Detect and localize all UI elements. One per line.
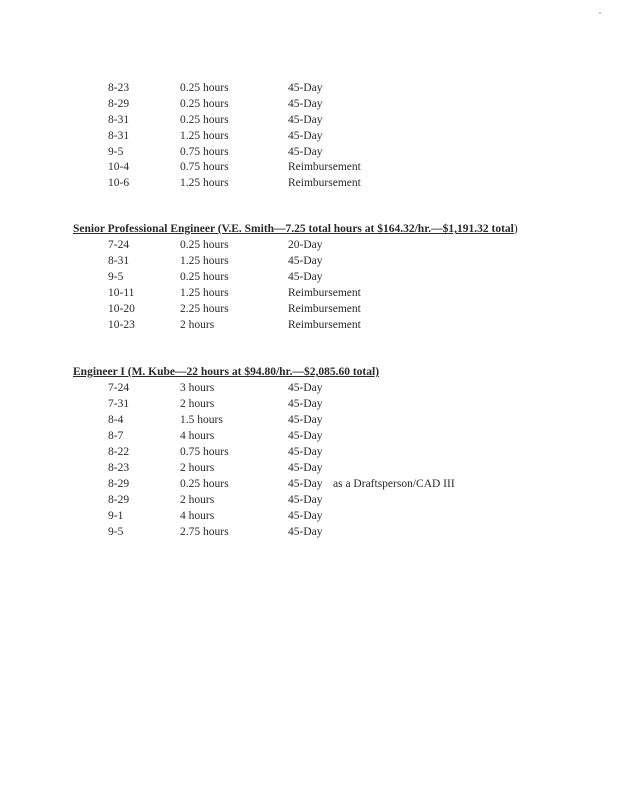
row-category: 45-Day: [288, 146, 323, 158]
row-category: 45-Day: [288, 510, 323, 522]
row-date: 7-24: [108, 239, 130, 251]
row-category: Reimbursement: [288, 319, 361, 331]
row-date: 8-4: [108, 414, 124, 426]
row-hours: 0.75 hours: [180, 146, 229, 158]
row-hours: 2 hours: [180, 494, 215, 506]
row-date: 8-23: [108, 462, 130, 474]
row-hours: 4 hours: [180, 510, 215, 522]
row-date: 8-29: [108, 478, 130, 490]
row-category: 45-Day: [288, 494, 323, 506]
row-category: Reimbursement: [288, 177, 361, 189]
row-category: 45-Day: [288, 82, 323, 94]
row-date: 8-23: [108, 82, 130, 94]
row-category: 20-Day: [288, 239, 323, 251]
row-category: 45-Day: [288, 430, 323, 442]
row-hours: 1.25 hours: [180, 177, 229, 189]
row-date: 7-24: [108, 382, 130, 394]
row-hours: 0.25 hours: [180, 271, 229, 283]
row-hours: 3 hours: [180, 382, 215, 394]
row-date: 9-5: [108, 526, 124, 538]
row-category: 45-Day: [288, 398, 323, 410]
row-category: 45-Day: [288, 271, 323, 283]
row-hours: 1.25 hours: [180, 130, 229, 142]
row-category: 45-Day: [288, 446, 323, 458]
row-date: 10-20: [108, 303, 135, 315]
row-note: as a Draftsperson/CAD III: [333, 478, 455, 490]
row-hours: 1.25 hours: [180, 255, 229, 267]
row-date: 8-7: [108, 430, 124, 442]
row-category: 45-Day: [288, 462, 323, 474]
row-date: 9-1: [108, 510, 124, 522]
section-c-heading-text: Engineer I (M. Kube—22 hours at $94.80/hr.—$2,085.60 total): [73, 366, 380, 378]
row-category: 45-Day: [288, 114, 323, 126]
row-hours: 0.75 hours: [180, 161, 229, 173]
row-hours: 0.25 hours: [180, 82, 229, 94]
row-category: Reimbursement: [288, 303, 361, 315]
row-date: 8-29: [108, 494, 130, 506]
row-category: 45-Day: [288, 478, 323, 490]
row-date: 9-5: [108, 146, 124, 158]
row-category: 45-Day: [288, 98, 323, 110]
row-date: 10-23: [108, 319, 135, 331]
row-date: 8-31: [108, 255, 130, 267]
row-hours: 0.25 hours: [180, 239, 229, 251]
row-date: 9-5: [108, 271, 124, 283]
row-hours: 0.75 hours: [180, 446, 229, 458]
row-hours: 2.75 hours: [180, 526, 229, 538]
row-date: 8-31: [108, 130, 130, 142]
row-hours: 2.25 hours: [180, 303, 229, 315]
row-category: Reimbursement: [288, 161, 361, 173]
row-date: 8-31: [108, 114, 130, 126]
row-date: 7-31: [108, 398, 130, 410]
row-date: 8-29: [108, 98, 130, 110]
row-hours: 2 hours: [180, 319, 215, 331]
scan-speck: [599, 12, 601, 14]
section-c-heading: [73, 365, 379, 379]
row-hours: 1.5 hours: [180, 414, 223, 426]
row-hours: 2 hours: [180, 462, 215, 474]
row-hours: 2 hours: [180, 398, 215, 410]
section-b-heading: [73, 222, 518, 236]
row-hours: 0.25 hours: [180, 98, 229, 110]
row-category: 45-Day: [288, 130, 323, 142]
row-category: 45-Day: [288, 526, 323, 538]
row-hours: 4 hours: [180, 430, 215, 442]
row-date: 8-22: [108, 446, 130, 458]
row-date: 10-4: [108, 161, 130, 173]
row-date: 10-11: [108, 287, 135, 299]
row-hours: 1.25 hours: [180, 287, 229, 299]
row-hours: 0.25 hours: [180, 114, 229, 126]
row-category: Reimbursement: [288, 287, 361, 299]
row-category: 45-Day: [288, 382, 323, 394]
section-b-heading-tail: ): [513, 223, 518, 235]
row-hours: 0.25 hours: [180, 478, 229, 490]
row-category: 45-Day: [288, 414, 323, 426]
section-b-heading-text: Senior Professional Engineer (V.E. Smith—7.25 total hours at $164.32/hr.—$1,191.32 total: [73, 223, 514, 235]
row-category: 45-Day: [288, 255, 323, 267]
row-date: 10-6: [108, 177, 130, 189]
